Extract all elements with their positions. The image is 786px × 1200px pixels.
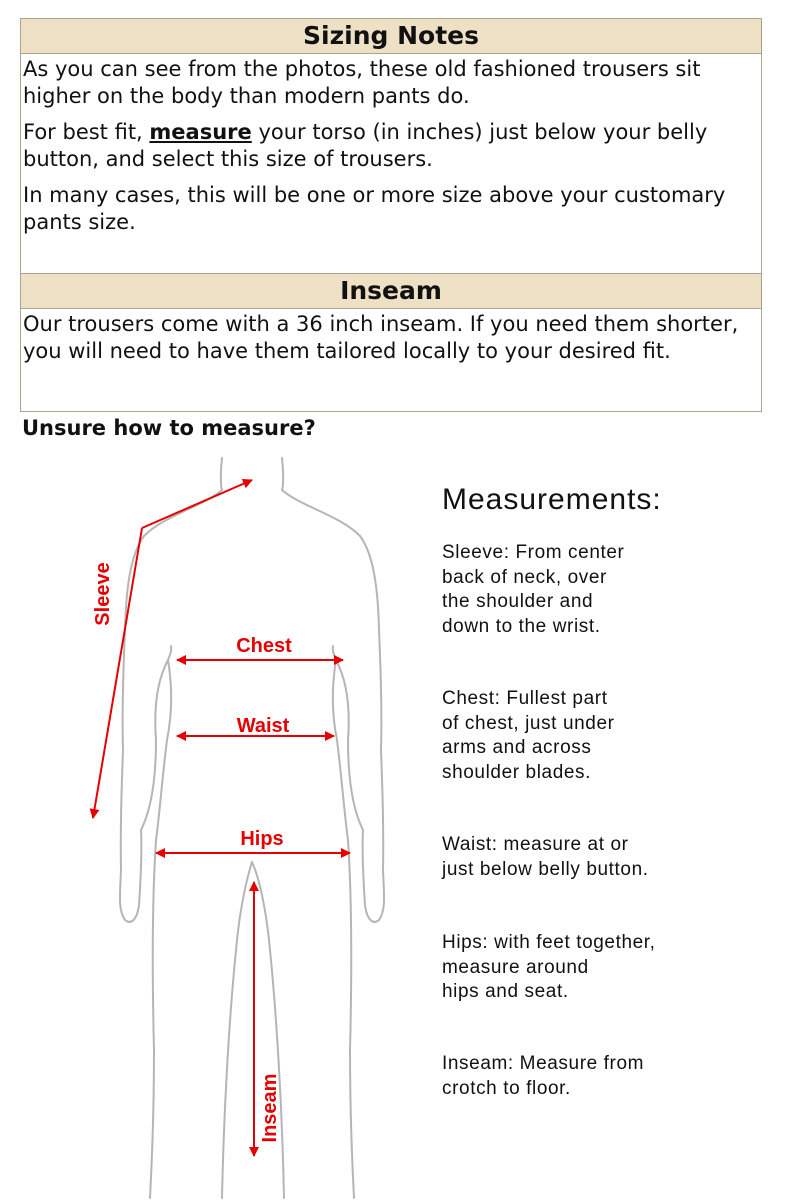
waist-label: Waist bbox=[236, 715, 290, 737]
hips-line: measure around bbox=[442, 956, 589, 978]
sizing-paragraph-1: As you can see from the photos, these old fashioned trousers sit higher on the body than modern pants do. bbox=[23, 57, 701, 108]
sleeve-line: back of neck, over bbox=[442, 566, 607, 588]
measure-link[interactable]: measure bbox=[149, 120, 252, 144]
inseam-line: Inseam: Measure from bbox=[442, 1053, 645, 1074]
measurement-inseam bbox=[442, 1052, 772, 1101]
measurement-sleeve bbox=[442, 541, 772, 639]
sizing-notes-heading: Sizing Notes bbox=[21, 19, 761, 54]
inseam-panel bbox=[20, 273, 762, 412]
body-measurement-diagram bbox=[0, 450, 440, 1200]
measurement-hips bbox=[442, 931, 772, 1005]
chest-line: Chest: Fullest part bbox=[442, 688, 608, 709]
sleeve-line: Sleeve: From center bbox=[442, 542, 625, 563]
sizing-notes-panel bbox=[20, 18, 762, 274]
chest-line: shoulder blades. bbox=[442, 761, 592, 783]
inseam-heading: Inseam bbox=[21, 274, 761, 309]
chest-line: of chest, just under bbox=[442, 712, 615, 734]
measurements-title: Measurements: bbox=[442, 483, 662, 516]
sleeve-line: down to the wrist. bbox=[442, 615, 601, 637]
inseam-label: Inseam bbox=[259, 1073, 281, 1143]
chest-line: arms and across bbox=[442, 737, 592, 758]
hips-label: Hips bbox=[240, 828, 284, 850]
unsure-heading: Unsure how to measure? bbox=[22, 416, 316, 440]
hips-line: Hips: with feet together, bbox=[442, 932, 656, 953]
sleeve-label: Sleeve bbox=[92, 562, 114, 626]
hips-line: hips and seat. bbox=[442, 981, 569, 1002]
sizing-notes-body bbox=[21, 54, 761, 236]
chest-label: Chest bbox=[236, 635, 292, 657]
sleeve-arrow-shoulder bbox=[142, 480, 252, 528]
inseam-line: crotch to floor. bbox=[442, 1077, 571, 1099]
waist-line: just below belly button. bbox=[442, 858, 649, 880]
sizing-p2-rest: your torso (in inches) just below your belly button, and select this size of trousers. bbox=[23, 120, 708, 171]
sizing-p2-lead: For best fit, bbox=[23, 120, 150, 144]
inseam-paragraph: Our trousers come with a 36 inch inseam. If you need them shorter, you will need to have them tailored locally to your desired fit. bbox=[23, 312, 739, 363]
measurement-arrows bbox=[93, 480, 350, 1156]
measurement-waist bbox=[442, 833, 772, 882]
sizing-paragraph-2 bbox=[23, 119, 759, 173]
sizing-paragraph-3: In many cases, this will be one or more size above your customary pants size. bbox=[23, 183, 726, 234]
inseam-body bbox=[21, 309, 761, 365]
waist-line: Waist: measure at or bbox=[442, 834, 629, 855]
measurement-chest bbox=[442, 687, 772, 785]
sleeve-line: the shoulder and bbox=[442, 591, 594, 612]
